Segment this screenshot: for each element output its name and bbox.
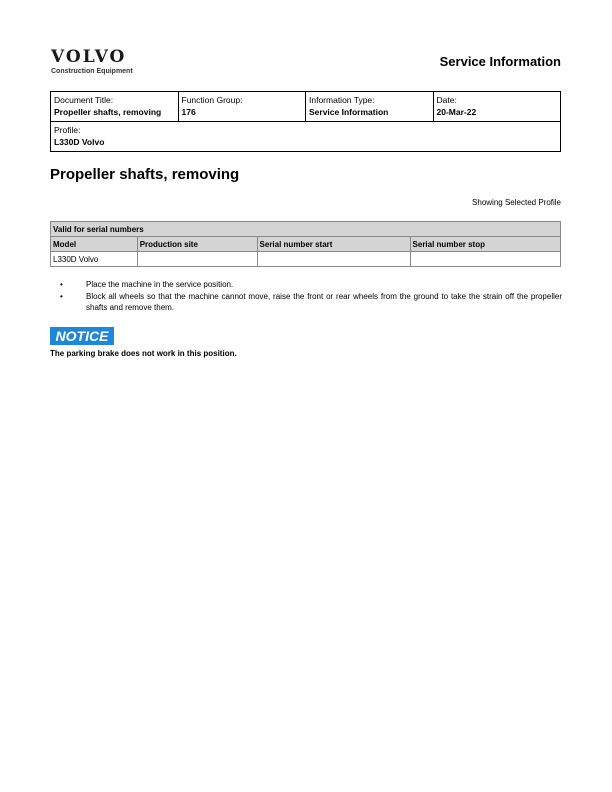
information-type-label: Information Type:	[309, 95, 375, 105]
meta-cell-information-type	[306, 92, 434, 122]
column-header: Production site	[137, 237, 257, 252]
function-group-label: Function Group:	[181, 95, 243, 105]
document-meta-table	[50, 91, 561, 152]
profile-label: Profile:	[54, 125, 81, 135]
bullet-icon: •	[60, 280, 63, 289]
document-title-label: Document Title:	[54, 95, 114, 105]
date-value: 20-Mar-22	[436, 107, 477, 117]
bullet-icon: •	[60, 292, 63, 301]
table-cell-serial-stop	[410, 252, 560, 267]
step-text: Place the machine in the service position.	[86, 280, 234, 289]
notice-text: The parking brake does not work in this position.	[50, 349, 237, 358]
table-cell-serial-start	[257, 252, 410, 267]
function-group-value: 176	[181, 107, 196, 117]
meta-cell-document-title	[51, 92, 179, 122]
information-type-value: Service Information	[309, 107, 389, 117]
date-label: Date:	[436, 95, 457, 105]
list-item	[60, 279, 562, 290]
page-title: Propeller shafts, removing	[50, 166, 240, 183]
serial-number-table	[50, 221, 561, 267]
meta-cell-function-group	[178, 92, 306, 122]
profile-note: Showing Selected Profile	[472, 198, 561, 207]
notice-badge: NOTICE	[50, 327, 114, 345]
column-header: Serial number start	[257, 237, 410, 252]
document-class: Service Information	[439, 54, 561, 69]
document-title-value: Propeller shafts, removing	[54, 107, 162, 117]
table-row	[51, 252, 561, 267]
profile-value: L330D Volvo	[54, 137, 105, 147]
meta-cell-profile	[51, 122, 561, 152]
logo-subtitle: Construction Equipment	[51, 68, 133, 75]
meta-cell-date	[433, 92, 561, 122]
volvo-logo: VOLVO	[51, 47, 127, 67]
column-header: Model	[51, 237, 138, 252]
step-text: Block all wheels so that the machine cannot move, raise the front or rear wheels from the ground to take the strain off the propeller shafts and remove them.	[86, 292, 562, 312]
table-cell-production-site	[137, 252, 257, 267]
procedure-steps	[60, 279, 562, 314]
list-item	[60, 291, 562, 313]
table-cell-model: L330D Volvo	[51, 252, 138, 267]
column-header: Serial number stop	[410, 237, 560, 252]
serial-table-caption: Valid for serial numbers	[51, 222, 561, 237]
